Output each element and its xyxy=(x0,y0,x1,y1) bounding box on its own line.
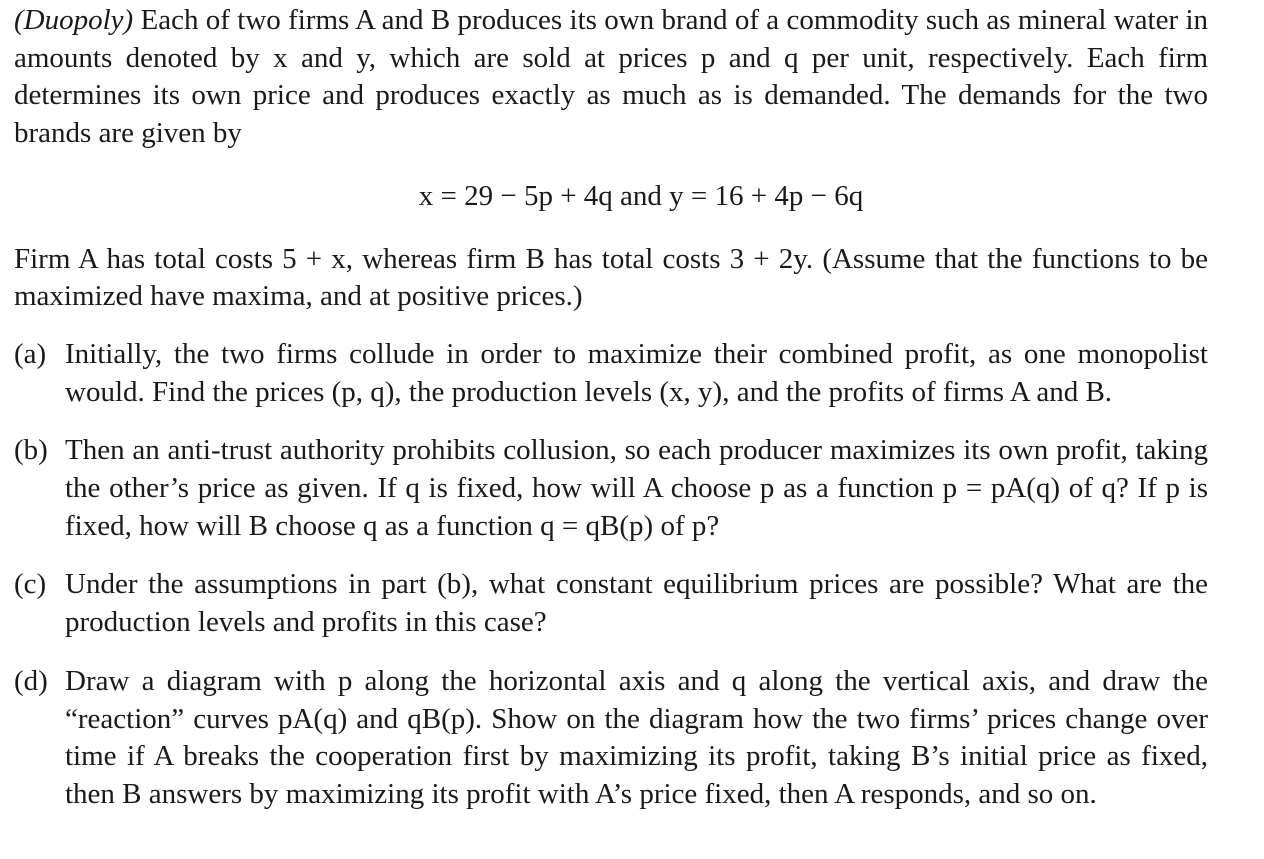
part-a xyxy=(14,336,1208,411)
part-label: (d) xyxy=(14,664,48,697)
intro-paragraph xyxy=(14,2,1208,153)
costs-paragraph: Firm A has total costs 5 + x, whereas firm B has total costs 3 + 2y. (Assume that the functions to be maximized have maxima, and at positive prices.) xyxy=(14,242,1208,313)
part-c xyxy=(14,566,1208,641)
part-d xyxy=(14,663,1208,814)
part-label: (b) xyxy=(14,434,48,467)
part-text: Initially, the two firms collude in order to maximize their combined profit, as one monopolist would. Find the prices (p, q), the production levels (x, y), and the profits of firms A and B. xyxy=(65,337,1208,408)
part-b xyxy=(14,432,1208,545)
part-label: (a) xyxy=(14,337,47,370)
part-text: Then an anti-trust authority prohibits collusion, so each producer maximizes its own profit, taking the other’s price as given. If q is fixed, how will A choose p as a function p = pA(q) of q? If p is fixed, how will B choose q as a function q = qB(p) of p? xyxy=(65,434,1208,542)
part-text: Under the assumptions in part (b), what constant equilibrium prices are possible? What are the production levels and profits in this case? xyxy=(65,568,1208,639)
demand-equation: x = 29 − 5p + 4q and y = 16 + 4p − 6q xyxy=(418,179,864,212)
problem-heading: (Duopoly) xyxy=(14,4,134,36)
part-text: Draw a diagram with p along the horizontal axis and q along the vertical axis, and draw the “reaction” curves pA(q) and qB(p). Show on the diagram how the two firms’ prices change over time if A breaks the cooperation first by maximizing its profit, taking B’s initial price as fixed, then B answers by maximizing its profit with A’s price fixed, then A responds, and so on. xyxy=(65,664,1208,810)
intro-text: Each of two firms A and B produces its own brand of a commodity such as mineral water in amounts denoted by x and y, which are sold at prices p and q per unit, respectively. Each firm determines its own price and produces exactly as much as is demanded. The demands for the two brands are given by xyxy=(14,4,1209,150)
part-label: (c) xyxy=(14,568,47,601)
